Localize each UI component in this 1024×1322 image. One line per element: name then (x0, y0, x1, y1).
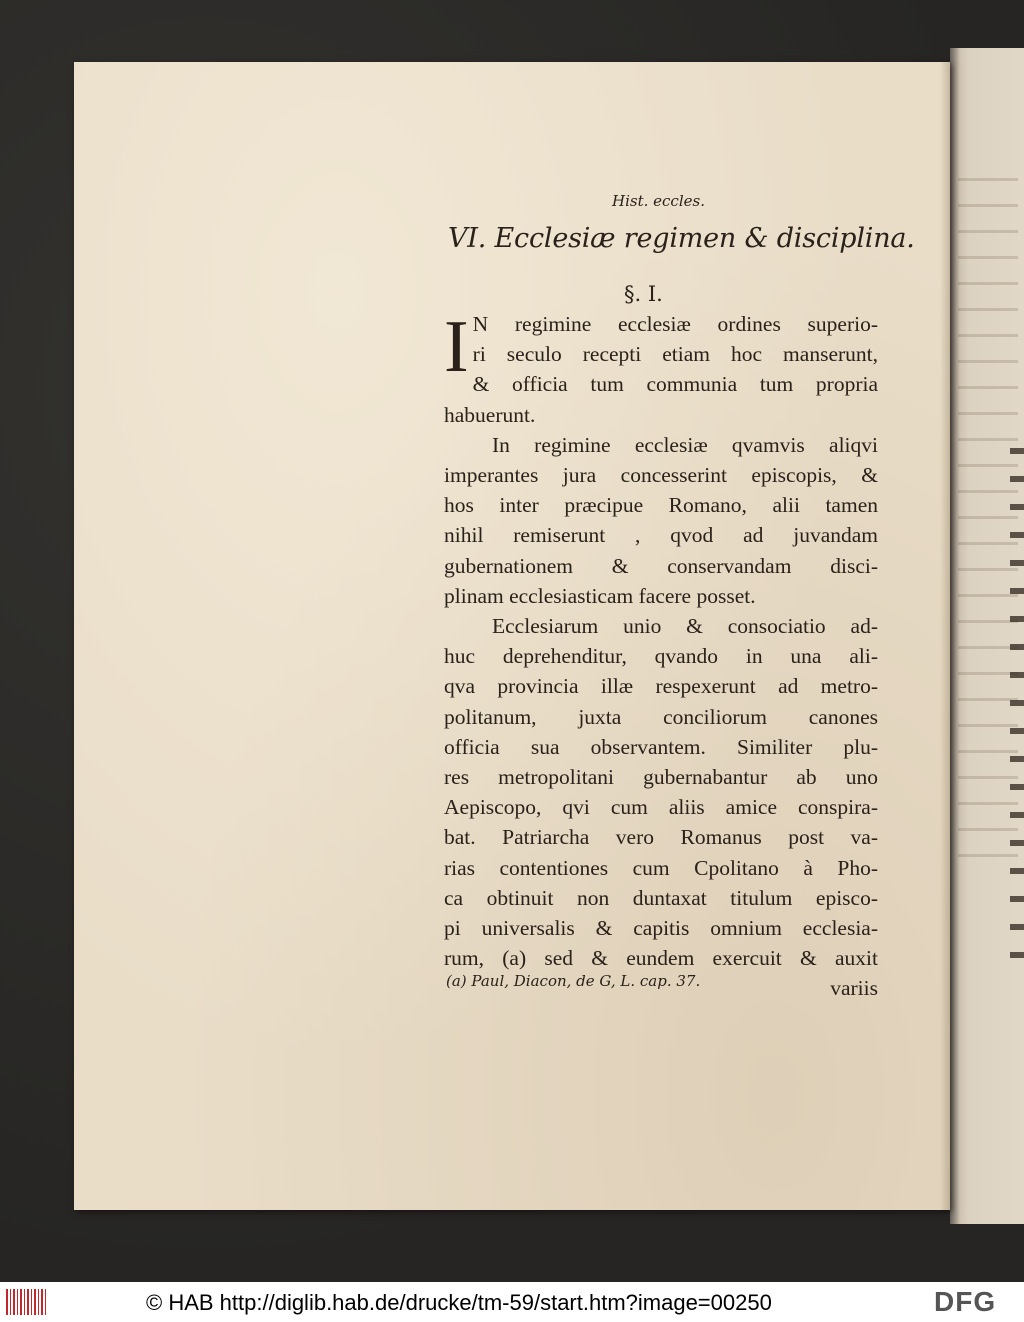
footnote: (a) Paul, Diacon, de G, L. cap. 37. (446, 972, 701, 990)
text-line: nihil remiserunt , qvod ad juvandam (444, 523, 878, 548)
drop-capital: I (444, 309, 469, 388)
facing-page-text-bleed (958, 178, 1018, 878)
text-line: ca obtinuit non duntaxat titulum episco- (444, 885, 878, 910)
text-line: qva provincia illæ respexerunt ad metro- (444, 674, 878, 699)
text-line: In regimine ecclesiæ qvamvis aliqvi (492, 432, 878, 457)
facing-page-edge-marks (1010, 448, 1024, 968)
paragraph-1 (444, 309, 878, 400)
text-line: rum, (a) sed & eundem exercuit & auxit (444, 946, 878, 971)
text-line: Ecclesiarum unio & consociatio ad- (492, 614, 878, 639)
text-line: Aepiscopo, qvi cum aliis amice conspira- (444, 795, 878, 820)
text-line: imperantes jura concesserint episcopis, & (444, 463, 878, 488)
running-header: Hist. eccles. (612, 192, 705, 210)
source-credit[interactable]: © HAB http://diglib.hab.de/drucke/tm-59/start.htm?image=00250 (146, 1290, 772, 1315)
dfg-logo: DFG (934, 1286, 997, 1317)
text-line: & officia tum communia tum propria (472, 372, 878, 397)
text-line: rias contentiones cum Cpolitano à Pho- (444, 855, 878, 880)
bottom-info-bar (0, 1282, 1024, 1322)
text-line: hos inter præcipue Romano, alii tamen (444, 493, 878, 518)
text-line: officia sua observantem. Similiter plu- (444, 734, 878, 759)
text-line: ri seculo recepti etiam hoc manserunt, (472, 342, 878, 367)
text-line: politanum, juxta conciliorum canones (444, 704, 878, 729)
text-line: plinam ecclesiasticam facere posset. (444, 583, 756, 608)
hab-barcode-icon (6, 1289, 46, 1315)
text-line: bat. Patriarcha vero Romanus post va- (444, 825, 878, 850)
text-line: habuerunt. (444, 402, 536, 427)
text-line: res metropolitani gubernabantur ab uno (444, 765, 878, 790)
chapter-title: VI. Ecclesiæ regimen & disciplina. (448, 223, 915, 254)
text-line: huc deprehenditur, qvando in una ali- (444, 644, 878, 669)
text-line: N regimine ecclesiæ ordines superio- (472, 312, 878, 336)
facing-page (950, 48, 1024, 1224)
catchword: variis (830, 976, 878, 1001)
text-line: gubernationem & conservandam disci- (444, 553, 878, 578)
body-text (444, 309, 878, 1004)
text-line: pi universalis & capitis omnium ecclesia- (444, 916, 878, 941)
page-gutter-shadow (940, 62, 950, 1210)
section-number: §. I. (624, 282, 663, 306)
